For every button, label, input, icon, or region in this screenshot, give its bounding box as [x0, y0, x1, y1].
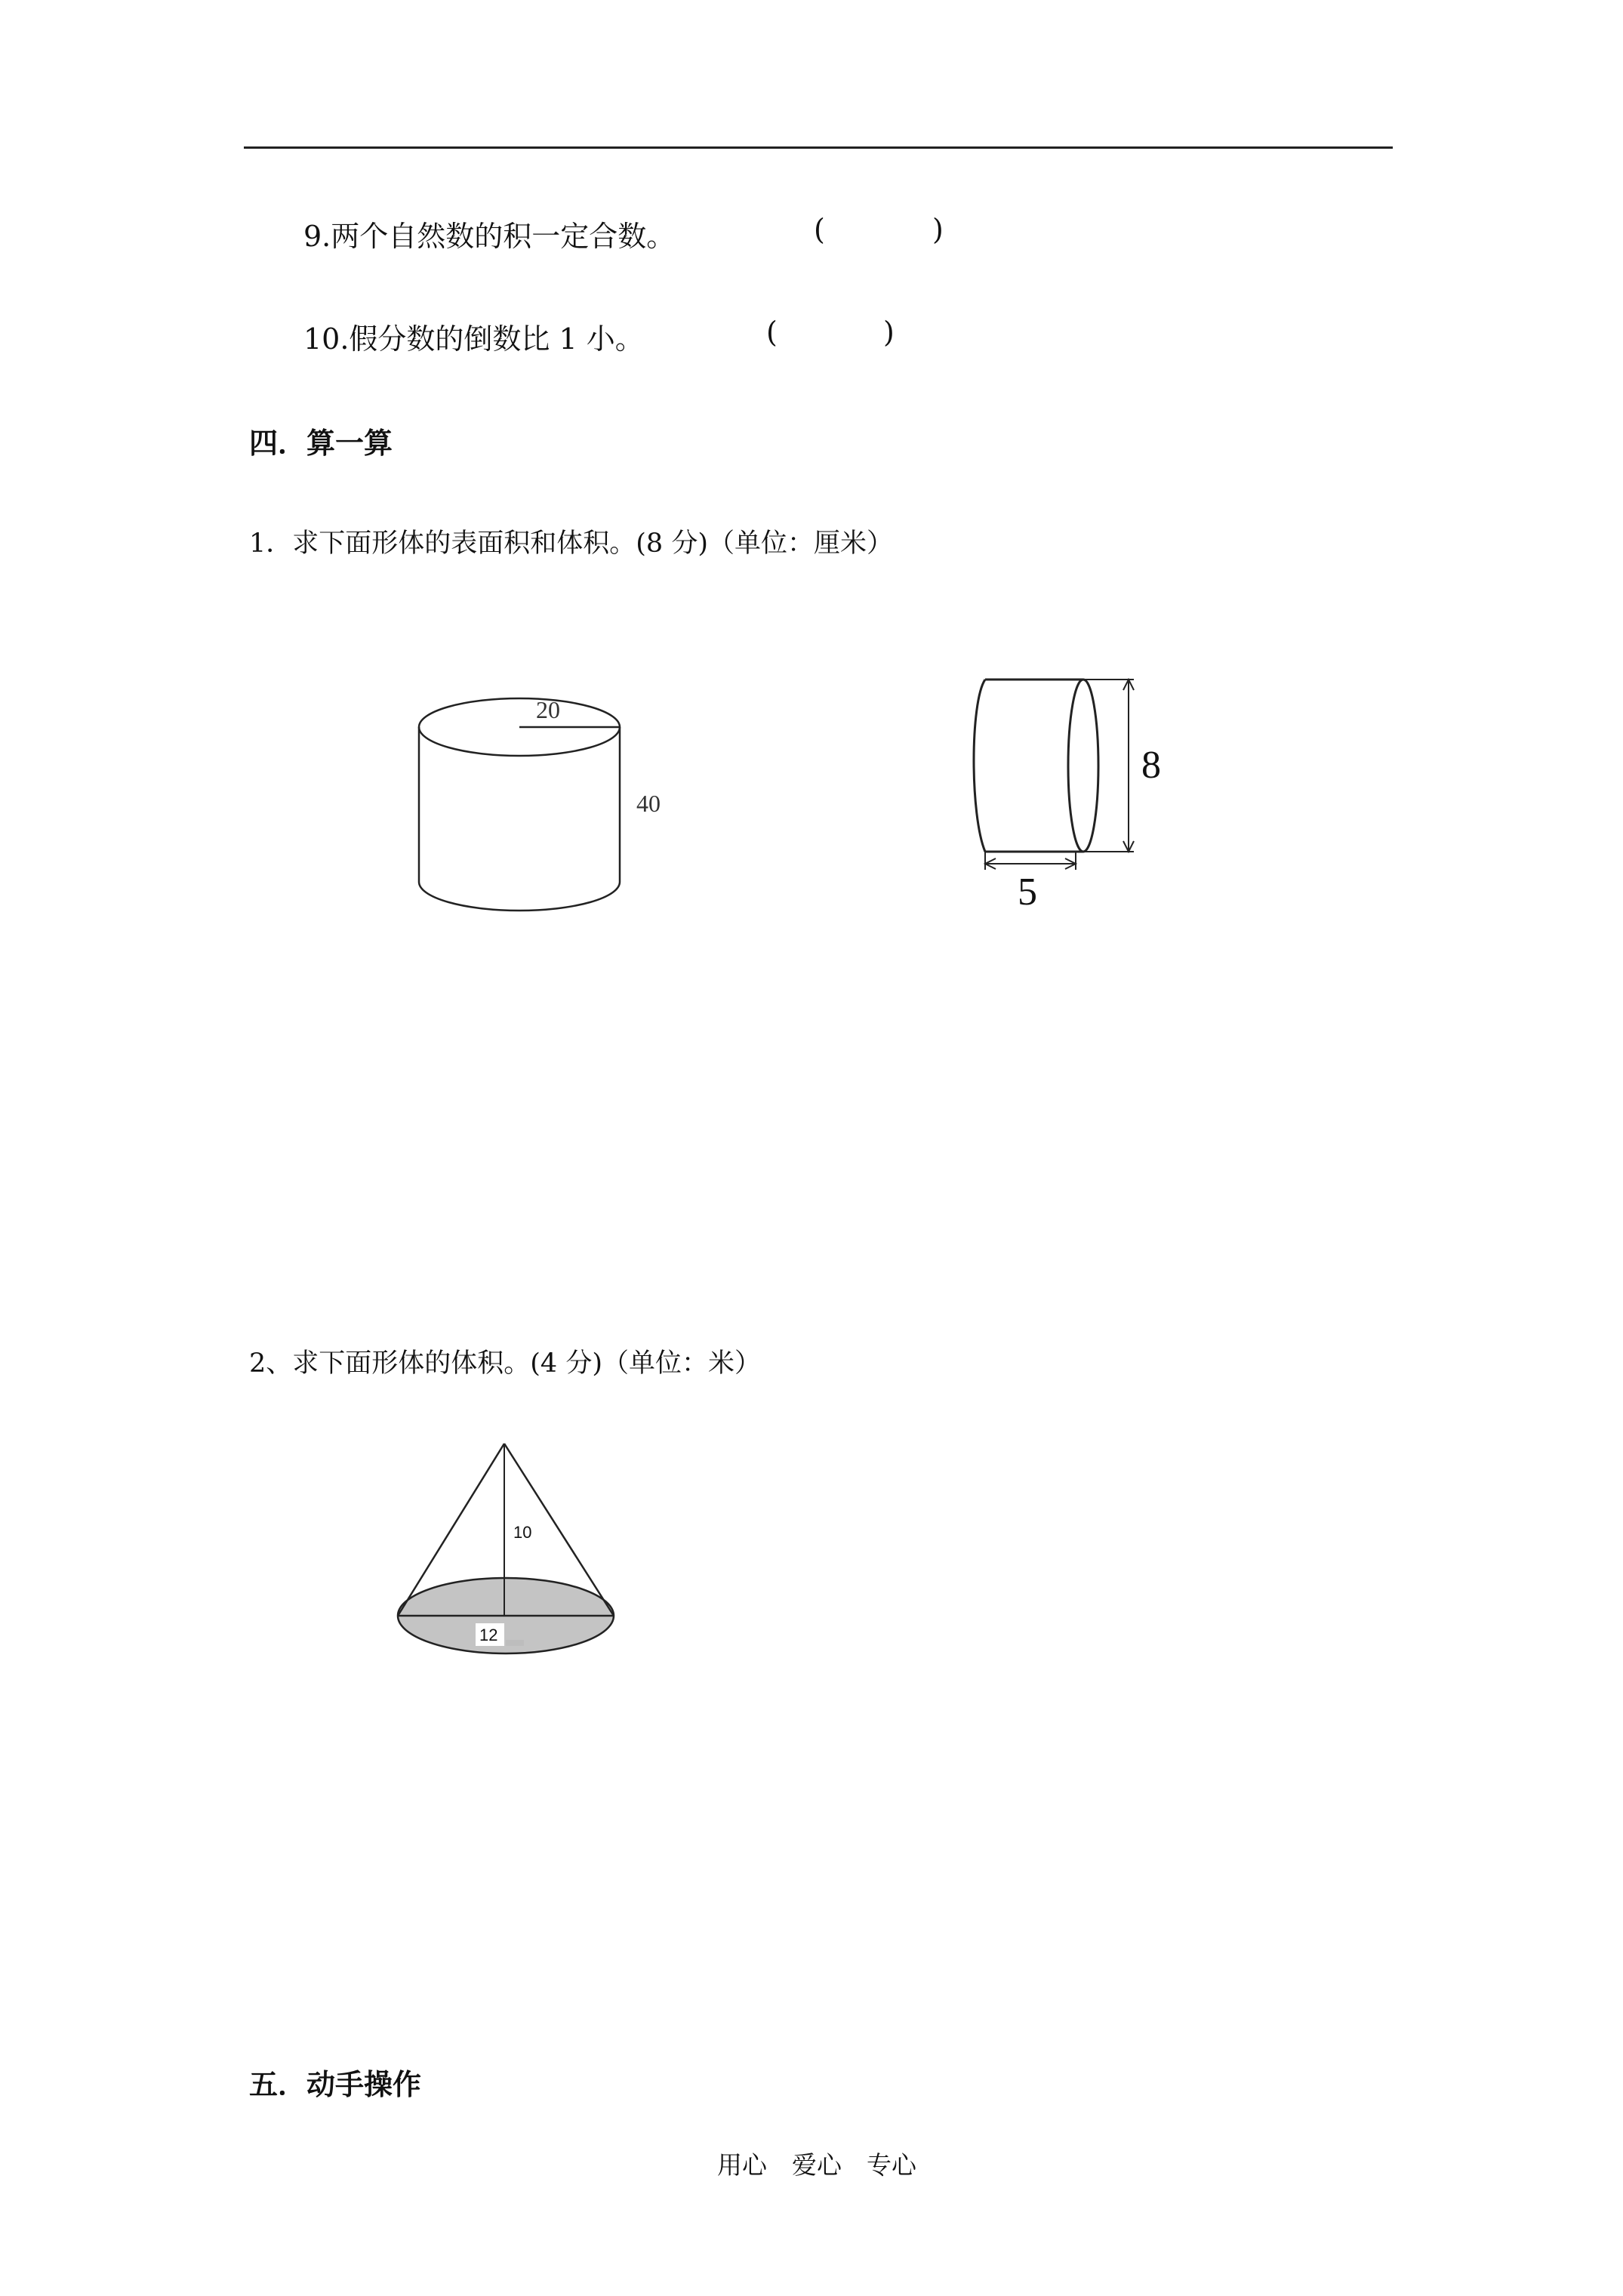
- page-footer: 用心 爱心 专心: [717, 2150, 916, 2180]
- question-10: 10.假分数的倒数比 1 小。: [303, 322, 644, 356]
- cylinder-upright-figure: [408, 680, 694, 929]
- cylinder-sideways-figure: [959, 664, 1200, 914]
- answer-paren-close-10: ): [883, 316, 895, 349]
- section-4-title: 四．算一算: [249, 427, 393, 460]
- question-9: 9.两个自然数的积一定合数。: [303, 220, 676, 253]
- answer-paren-open-10: (: [766, 316, 778, 349]
- sideways-left-arc: [974, 680, 985, 852]
- sideways-width-label: 5: [1018, 871, 1037, 914]
- answer-paren-close-9: ): [932, 213, 944, 246]
- sideways-height-label: 8: [1141, 744, 1161, 787]
- problem-1-prompt: 1．求下面形体的表面积和体积。(8 分)（单位：厘米）: [249, 529, 893, 559]
- cylinder-height-label: 40: [636, 790, 661, 817]
- section-5-title: 五．动手操作: [249, 2068, 422, 2101]
- problem-2-prompt: 2、求下面形体的体积。(4 分)（单位：米）: [249, 1348, 761, 1379]
- cylinder-bottom-arc: [419, 882, 620, 911]
- cylinder-radius-label: 20: [536, 696, 560, 723]
- cone-diameter-label: 12: [479, 1626, 498, 1644]
- answer-paren-open-9: (: [814, 213, 825, 246]
- cone-smudge-mark: [506, 1640, 524, 1646]
- sideways-right-ellipse: [1068, 680, 1098, 852]
- header-rule: [244, 146, 1393, 149]
- cone-figure: [393, 1435, 634, 1661]
- cone-height-label: 10: [513, 1523, 532, 1542]
